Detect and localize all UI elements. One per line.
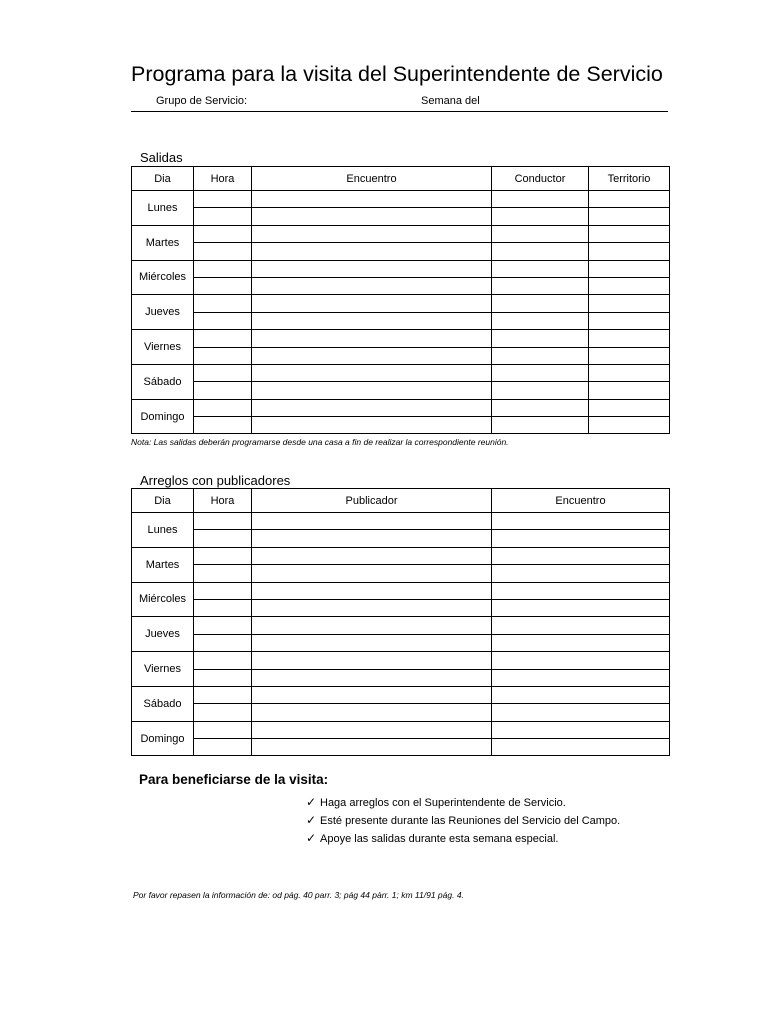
empty-cell[interactable] [252,191,492,208]
empty-cell[interactable] [589,225,670,242]
table-row [132,565,670,582]
empty-cell[interactable] [589,364,670,381]
empty-cell[interactable] [194,382,252,399]
empty-cell[interactable] [589,312,670,329]
table-row [132,704,670,721]
empty-cell[interactable] [589,399,670,416]
empty-cell[interactable] [492,330,589,347]
empty-cell[interactable] [492,364,589,381]
table-row [132,364,670,381]
day-cell: Jueves [132,295,194,330]
table-row [132,652,670,669]
column-header: Hora [194,489,252,513]
table-row [132,634,670,651]
empty-cell[interactable] [492,382,589,399]
empty-cell[interactable] [194,225,252,242]
empty-cell[interactable] [252,225,492,242]
empty-cell[interactable] [252,582,492,599]
arreglos-table [131,488,670,756]
empty-cell[interactable] [194,617,252,634]
column-header: Conductor [492,167,589,191]
empty-cell[interactable] [492,208,589,225]
empty-cell[interactable] [194,277,252,294]
table-row [132,617,670,634]
table-header-row [132,489,670,513]
day-cell: Viernes [132,330,194,365]
empty-cell[interactable] [492,669,670,686]
empty-cell[interactable] [589,295,670,312]
table-header-row [132,167,670,191]
table-row [132,721,670,738]
empty-cell[interactable] [252,617,492,634]
empty-cell[interactable] [252,277,492,294]
list-item [306,793,620,811]
empty-cell[interactable] [589,260,670,277]
empty-cell[interactable] [194,530,252,547]
checkmark-icon: ✓ [306,795,317,809]
empty-cell[interactable] [252,721,492,738]
empty-cell[interactable] [492,295,589,312]
empty-cell[interactable] [492,686,670,703]
list-item [306,829,620,847]
table-row [132,382,670,399]
empty-cell[interactable] [492,243,589,260]
table-row [132,312,670,329]
empty-cell[interactable] [194,295,252,312]
empty-cell[interactable] [492,547,670,564]
column-header: Territorio [589,167,670,191]
empty-cell[interactable] [194,208,252,225]
empty-cell[interactable] [589,243,670,260]
empty-cell[interactable] [252,669,492,686]
column-header: Dia [132,489,194,513]
table-row [132,739,670,756]
empty-cell[interactable] [589,191,670,208]
table-row [132,599,670,616]
empty-cell[interactable] [252,599,492,616]
empty-cell[interactable] [194,347,252,364]
empty-cell[interactable] [194,565,252,582]
salidas-section-title: Salidas [140,150,183,165]
empty-cell[interactable] [252,547,492,564]
empty-cell[interactable] [194,704,252,721]
table-row [132,260,670,277]
empty-cell[interactable] [492,704,670,721]
empty-cell[interactable] [589,330,670,347]
table-row [132,191,670,208]
beneficio-title: Para beneficiarse de la visita: [139,772,329,787]
empty-cell[interactable] [194,721,252,738]
day-cell: Martes [132,547,194,582]
day-cell: Sábado [132,686,194,721]
table-row [132,399,670,416]
empty-cell[interactable] [492,582,670,599]
empty-cell[interactable] [194,686,252,703]
empty-cell[interactable] [252,347,492,364]
page-title: Programa para la visita del Superintendente de Servicio [131,62,663,86]
empty-cell[interactable] [252,634,492,651]
empty-cell[interactable] [252,330,492,347]
empty-cell[interactable] [492,225,589,242]
empty-cell[interactable] [194,399,252,416]
table-row [132,208,670,225]
empty-cell[interactable] [252,243,492,260]
empty-cell[interactable] [492,417,589,434]
column-header: Hora [194,167,252,191]
empty-cell[interactable] [194,243,252,260]
empty-cell[interactable] [194,739,252,756]
empty-cell[interactable] [252,739,492,756]
salidas-table [131,166,670,434]
table-row [132,295,670,312]
semana-label: Semana del [421,95,480,107]
empty-cell[interactable] [194,652,252,669]
empty-cell[interactable] [194,513,252,530]
salidas-note: Nota: Las salidas deberán programarse desde una casa a fin de realizar la correspondiente reunión. [131,437,509,447]
empty-cell[interactable] [492,530,670,547]
empty-cell[interactable] [589,277,670,294]
beneficio-list [306,793,620,847]
grupo-label: Grupo de Servicio: [156,95,248,107]
empty-cell[interactable] [194,260,252,277]
checkmark-icon: ✓ [306,813,317,827]
empty-cell[interactable] [492,739,670,756]
empty-cell[interactable] [194,417,252,434]
table-row [132,277,670,294]
empty-cell[interactable] [252,513,492,530]
table-row [132,243,670,260]
column-header: Encuentro [492,489,670,513]
day-cell: Jueves [132,617,194,652]
empty-cell[interactable] [252,417,492,434]
day-cell: Miércoles [132,260,194,295]
empty-cell[interactable] [194,669,252,686]
empty-cell[interactable] [492,565,670,582]
empty-cell[interactable] [252,530,492,547]
table-row [132,513,670,530]
empty-cell[interactable] [252,208,492,225]
footer-reference: Por favor repasen la información de: od pág. 40 parr. 3; pág 44 pàrr. 1; km 11/91 pág. 4. [133,890,464,900]
empty-cell[interactable] [252,364,492,381]
empty-cell[interactable] [252,260,492,277]
list-item-text: Haga arreglos con el Superintendente de Servicio. [320,797,566,809]
empty-cell[interactable] [492,617,670,634]
day-cell: Martes [132,225,194,260]
day-cell: Lunes [132,513,194,548]
empty-cell[interactable] [589,208,670,225]
table-row [132,669,670,686]
empty-cell[interactable] [492,277,589,294]
empty-cell[interactable] [492,634,670,651]
checkmark-icon: ✓ [306,831,317,845]
day-cell: Domingo [132,399,194,434]
table-row [132,547,670,564]
empty-cell[interactable] [492,513,670,530]
empty-cell[interactable] [252,399,492,416]
table-row [132,686,670,703]
empty-cell[interactable] [492,347,589,364]
empty-cell[interactable] [194,312,252,329]
day-cell: Miércoles [132,582,194,617]
header-divider [131,111,668,112]
table-row [132,225,670,242]
empty-cell[interactable] [492,399,589,416]
empty-cell[interactable] [492,599,670,616]
list-item-text: Esté presente durante las Reuniones del Servicio del Campo. [320,815,621,827]
empty-cell[interactable] [252,652,492,669]
table-row [132,530,670,547]
day-cell: Lunes [132,191,194,226]
empty-cell[interactable] [492,652,670,669]
empty-cell[interactable] [194,599,252,616]
empty-cell[interactable] [492,721,670,738]
empty-cell[interactable] [252,686,492,703]
table-row [132,582,670,599]
empty-cell[interactable] [194,547,252,564]
empty-cell[interactable] [589,382,670,399]
column-header: Encuentro [252,167,492,191]
empty-cell[interactable] [252,704,492,721]
arreglos-section-title: Arreglos con publicadores [140,473,291,488]
empty-cell[interactable] [252,312,492,329]
column-header: Dia [132,167,194,191]
table-row [132,330,670,347]
empty-cell[interactable] [492,312,589,329]
table-row [132,417,670,434]
day-cell: Sábado [132,364,194,399]
empty-cell[interactable] [492,260,589,277]
empty-cell[interactable] [252,295,492,312]
list-item-text: Apoye las salidas durante esta semana especial. [320,833,559,845]
day-cell: Viernes [132,652,194,687]
list-item [306,811,620,829]
empty-cell[interactable] [194,364,252,381]
empty-cell[interactable] [589,417,670,434]
column-header: Publicador [252,489,492,513]
empty-cell[interactable] [194,330,252,347]
table-row [132,347,670,364]
empty-cell[interactable] [252,565,492,582]
empty-cell[interactable] [194,634,252,651]
empty-cell[interactable] [194,191,252,208]
day-cell: Domingo [132,721,194,756]
empty-cell[interactable] [589,347,670,364]
empty-cell[interactable] [194,582,252,599]
empty-cell[interactable] [252,382,492,399]
empty-cell[interactable] [492,191,589,208]
